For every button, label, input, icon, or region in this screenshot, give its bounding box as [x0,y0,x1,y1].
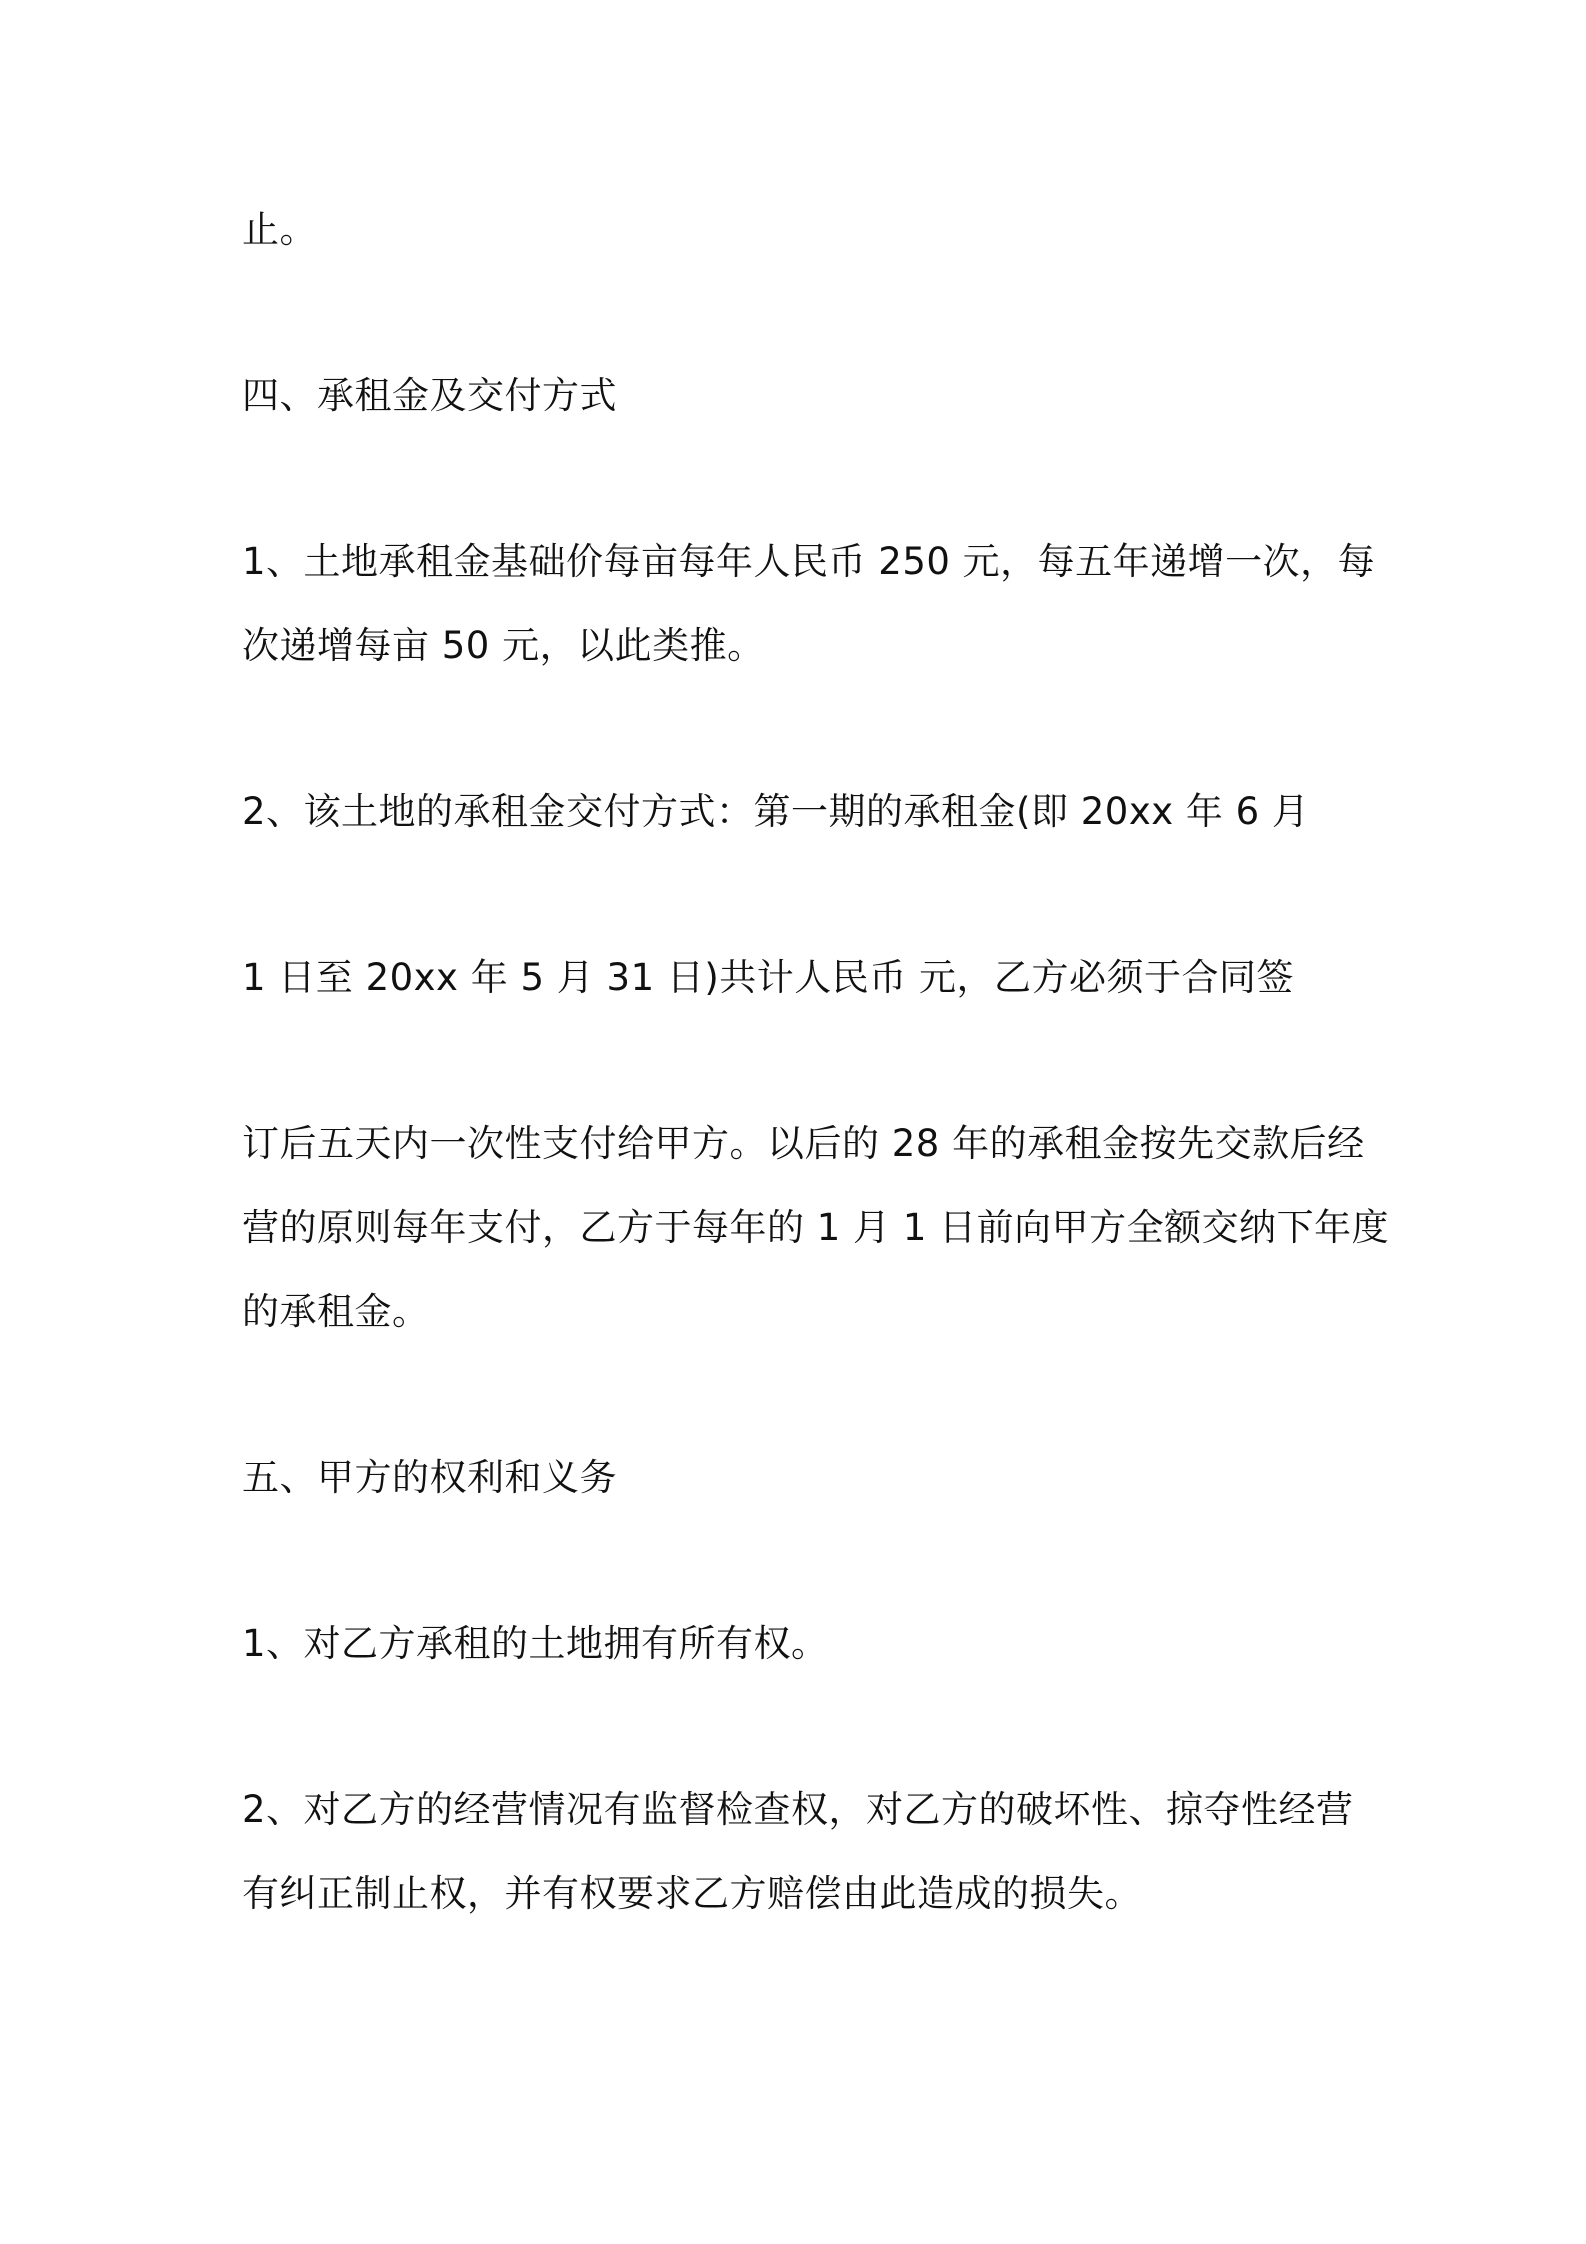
text-line: 2、该土地的承租金交付方式：第一期的承租金(即 20xx 年 6 月 [242,790,1310,833]
text-line: 有纠正制止权，并有权要求乙方赔偿由此造成的损失。 [242,1872,1142,1915]
text-line: 1、土地承租金基础价每亩每年人民币 250 元，每五年递增一次，每 [242,540,1376,583]
section-heading: 五、甲方的权利和义务 [242,1456,617,1499]
text-line: 营的原则每年支付，乙方于每年的 1 月 1 日前向甲方全额交纳下年度 [242,1206,1390,1249]
text-line: 1、对乙方承租的土地拥有所有权。 [242,1622,829,1665]
text-line: 的承租金。 [242,1290,430,1333]
text-line: 订后五天内一次性支付给甲方。以后的 28 年的承租金按先交款后经 [242,1122,1365,1165]
text-line: 次递增每亩 50 元，以此类推。 [242,624,765,667]
section-heading: 四、承租金及交付方式 [242,374,617,417]
text-line: 2、对乙方的经营情况有监督检查权，对乙方的破坏性、掠夺性经营 [242,1788,1354,1831]
text-line: 1 日至 20xx 年 5 月 31 日)共计人民币 元，乙方必须于合同签 [242,956,1295,999]
text-line: 止。 [242,208,317,251]
